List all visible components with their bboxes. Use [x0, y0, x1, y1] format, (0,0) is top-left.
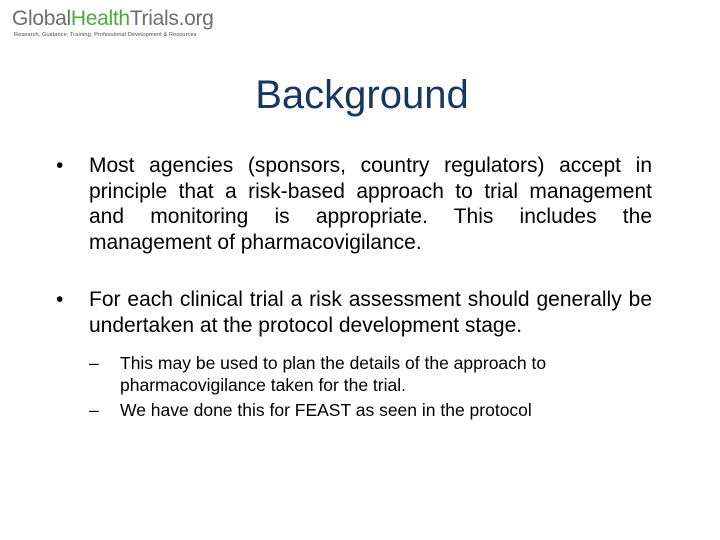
slide-title: Background — [255, 73, 469, 117]
dash-marker-icon: – — [89, 400, 99, 420]
sub-bullet-text: This may be used to plan the details of the approach to pharmacovigilance taken for the trial. — [120, 353, 547, 395]
bullet-item — [56, 287, 652, 421]
logo-tagline: Research, Guidance, Training, Professional Development & Resources — [14, 32, 197, 38]
logo-wordmark — [12, 6, 252, 32]
bullet-marker-icon: • — [56, 154, 64, 177]
logo — [12, 6, 252, 38]
bullet-marker-icon: • — [56, 288, 64, 311]
logo-part-global: Global — [12, 7, 71, 30]
logo-part-trials: Trials.org — [129, 7, 214, 30]
bullet-text: For each clinical trial a risk assessment should generally be undertaken at the protocol development stage. — [89, 288, 652, 337]
logo-part-health: Health — [70, 7, 130, 30]
bullet-text: Most agencies (sponsors, country regulators) accept in principle that a risk-based approach to trial management and monitoring is appropriate. This includes the management of pharmacovigilance. — [89, 154, 652, 254]
bullet-list — [56, 153, 652, 421]
sub-bullet-item — [89, 352, 652, 396]
bullet-item — [56, 153, 652, 255]
sub-bullet-list — [89, 352, 652, 421]
sub-bullet-text: We have done this for FEAST as seen in the protocol — [120, 400, 532, 420]
dash-marker-icon: – — [89, 353, 99, 373]
sub-bullet-item — [89, 399, 652, 421]
